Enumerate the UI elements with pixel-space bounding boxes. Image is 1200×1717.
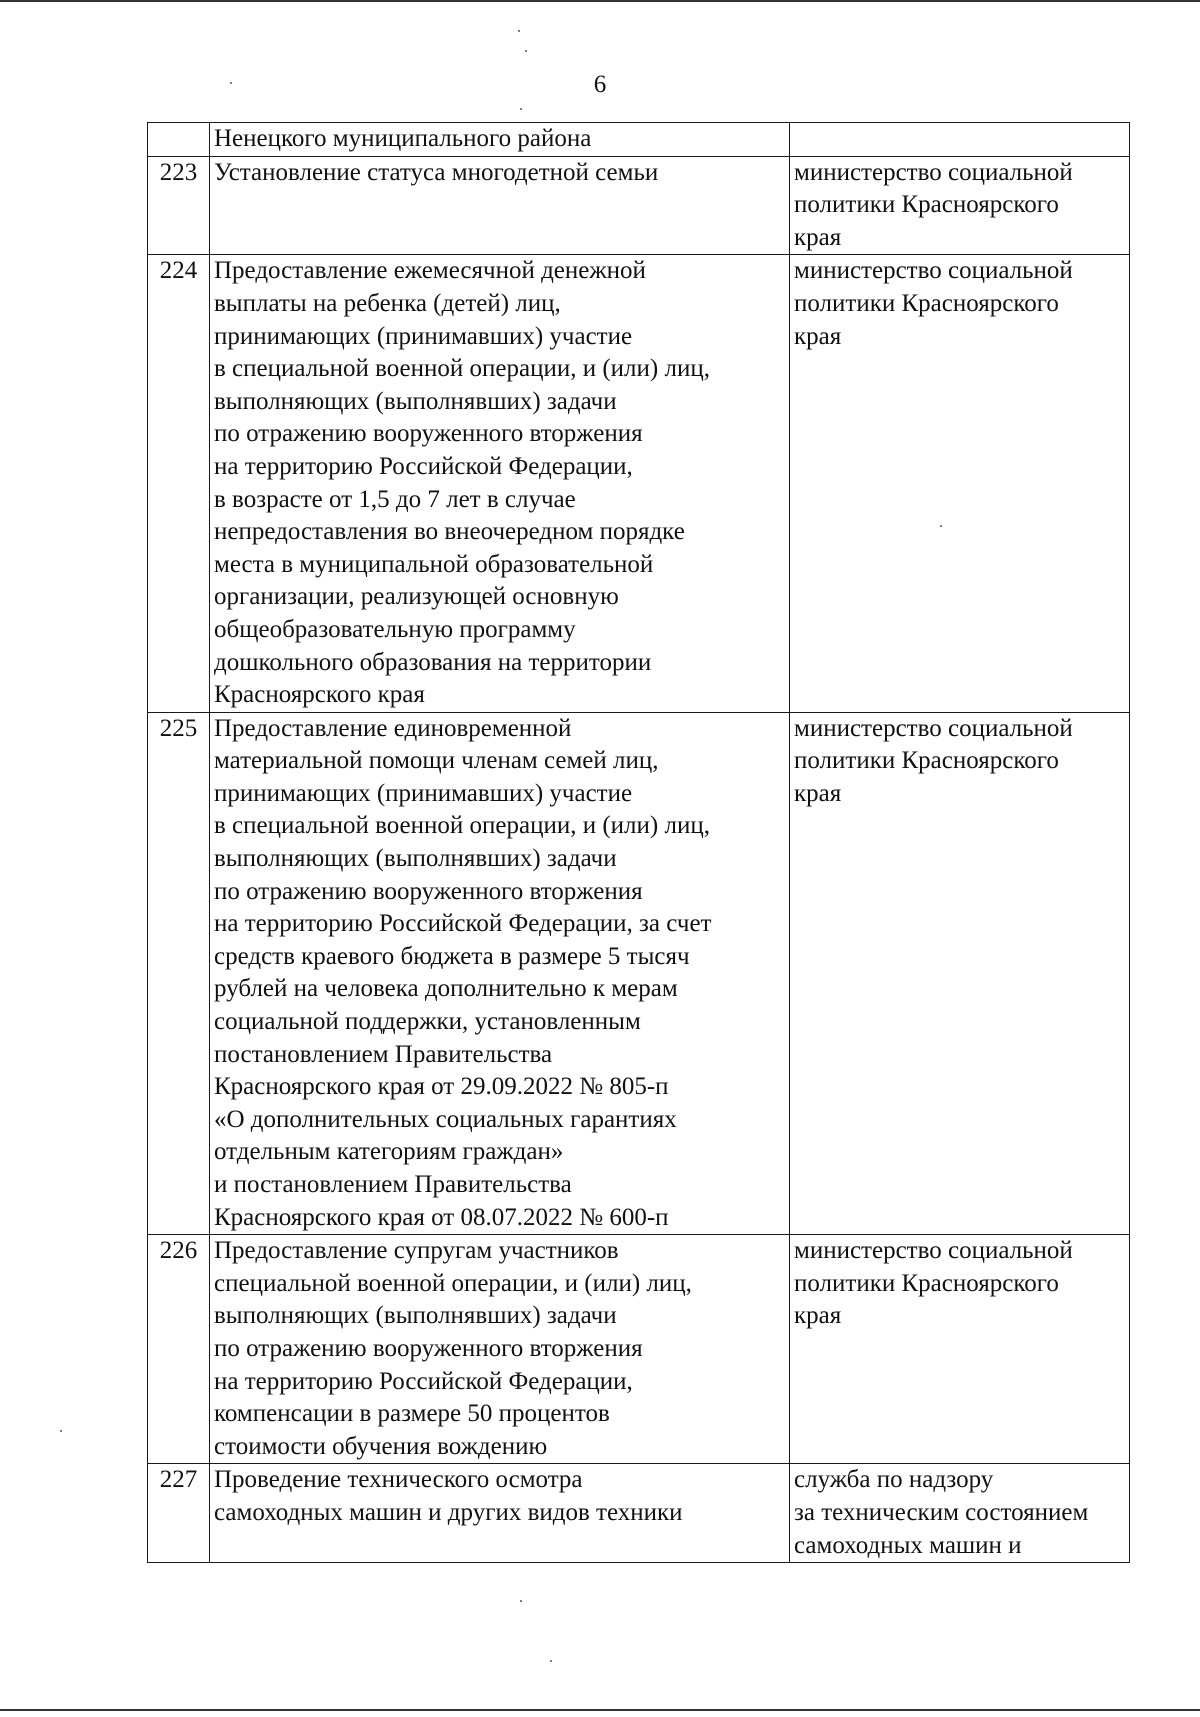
responsible-body-line: политики Красноярского	[794, 1269, 1059, 1297]
responsible-body-line: края	[794, 1302, 842, 1330]
service-name-line: Предоставление ежемесячной денежной	[214, 257, 646, 285]
service-name-line	[214, 1530, 785, 1563]
table-row	[148, 156, 1130, 255]
responsible-body-line: политики Красноярского	[794, 289, 1059, 317]
service-name-line: выполняющих (выполнявших) задачи	[214, 1302, 617, 1330]
services-table	[147, 122, 1130, 1563]
service-name-line: на территорию Российской Федерации, за счет	[214, 910, 712, 938]
row-number-cell	[148, 156, 210, 255]
service-name-line: выполняющих (выполнявших) задачи	[214, 387, 617, 415]
service-name-line: самоходных машин и других видов техники	[214, 1498, 683, 1526]
service-name-line: принимающих (принимавших) участие	[214, 779, 633, 807]
responsible-body-line: служба по надзору	[794, 1466, 994, 1494]
service-name-line: в специальной военной операции, и (или) лиц,	[214, 355, 710, 383]
responsible-body-line: края	[794, 779, 842, 807]
scan-speck	[520, 108, 522, 110]
service-name-line: места в муниципальной образовательной	[214, 550, 654, 578]
row-number-cell	[148, 1464, 210, 1563]
service-name-line: выполняющих (выполнявших) задачи	[214, 845, 617, 873]
row-number: 227	[159, 1466, 198, 1494]
table-row	[148, 1464, 1130, 1563]
page-number: 6	[593, 71, 607, 98]
service-name-line: по отражению вооруженного вторжения	[214, 877, 643, 905]
service-name-line: Ненецкого муниципального района	[214, 125, 592, 152]
service-name-line: постановлением Правительства	[214, 1040, 553, 1068]
row-number: 223	[159, 158, 198, 186]
service-name-line: непредоставления во внеочередном порядке	[214, 518, 685, 546]
service-name-line: в специальной военной операции, и (или) лиц,	[214, 812, 710, 840]
service-name-line: Проведение технического осмотра	[214, 1466, 583, 1494]
responsible-body-line	[794, 123, 1125, 156]
table-row	[148, 255, 1130, 712]
responsible-body-line: министерство социальной	[794, 714, 1073, 742]
responsible-body-line: министерство социальной	[794, 158, 1073, 186]
page-top-edge	[0, 0, 1200, 2]
service-name-line: организации, реализующей основную	[214, 583, 619, 611]
service-name-line: Предоставление единовременной	[214, 714, 572, 742]
row-number-cell	[148, 123, 210, 157]
service-name-line: специальной военной операции, и (или) лиц,	[214, 1269, 692, 1297]
service-name-line: Красноярского края от 08.07.2022 № 600-п	[214, 1203, 669, 1231]
service-name-line: в возрасте от 1,5 до 7 лет в случае	[214, 485, 576, 513]
service-name-line: общеобразовательную программу	[214, 615, 576, 643]
service-name-line: на территорию Российской Федерации,	[214, 1367, 633, 1395]
table-row	[148, 1235, 1130, 1464]
scan-speck	[940, 525, 942, 527]
service-name-line: по отражению вооруженного вторжения	[214, 1334, 643, 1362]
scan-speck	[518, 30, 520, 32]
responsible-body-cell	[790, 1464, 1130, 1563]
service-name-line: принимающих (принимавших) участие	[214, 322, 633, 350]
service-name-line: Установление статуса многодетной семьи	[214, 158, 659, 186]
responsible-body-cell	[790, 712, 1130, 1235]
page-bottom-edge	[0, 1709, 1200, 1711]
service-name-cell	[210, 1464, 790, 1563]
service-name-line: отдельным категориям граждан»	[214, 1138, 564, 1166]
responsible-body-line: политики Красноярского	[794, 747, 1059, 775]
responsible-body-cell	[790, 1235, 1130, 1464]
scan-speck	[520, 1600, 522, 1602]
service-name-line: Красноярского края от 29.09.2022 № 805-п	[214, 1073, 669, 1101]
service-name-line: компенсации в размере 50 процентов	[214, 1400, 610, 1428]
row-number-cell	[148, 1235, 210, 1464]
scan-speck	[550, 1660, 552, 1662]
service-name-line: дошкольного образования на территории	[214, 648, 652, 676]
responsible-body-cell	[790, 123, 1130, 157]
service-name-cell	[210, 156, 790, 255]
row-number: 226	[159, 1237, 198, 1265]
table-row	[148, 712, 1130, 1235]
responsible-body-line: политики Красноярского	[794, 191, 1059, 219]
responsible-body-cell	[790, 255, 1130, 712]
service-name-cell	[210, 712, 790, 1235]
service-name-line: Красноярского края	[214, 681, 425, 709]
service-name-line: выплаты на ребенка (детей) лиц,	[214, 289, 561, 317]
service-name-line: по отражению вооруженного вторжения	[214, 420, 643, 448]
service-name-cell	[210, 1235, 790, 1464]
responsible-body-line: края	[794, 322, 842, 350]
service-name-line: стоимости обучения вождению	[214, 1432, 548, 1460]
row-number: 225	[159, 714, 198, 742]
row-number: 224	[159, 257, 198, 285]
row-number	[152, 123, 205, 156]
table-row	[148, 123, 1130, 157]
responsible-body-line: министерство социальной	[794, 1237, 1073, 1265]
service-name-cell	[210, 255, 790, 712]
service-name-line: «О дополнительных социальных гарантиях	[214, 1105, 677, 1133]
service-name-line: на территорию Российской Федерации,	[214, 452, 633, 480]
responsible-body-line: самоходных машин и	[794, 1531, 1022, 1559]
responsible-body-line: министерство социальной	[794, 257, 1073, 285]
scan-speck	[60, 1430, 62, 1432]
scan-speck	[230, 82, 232, 84]
responsible-body-cell	[790, 156, 1130, 255]
service-name-cell	[210, 123, 790, 157]
service-name-line: социальной поддержки, установленным	[214, 1008, 641, 1036]
row-number-cell	[148, 255, 210, 712]
service-name-line: и постановлением Правительства	[214, 1171, 572, 1198]
service-name-line: Предоставление супругам участников	[214, 1237, 619, 1265]
responsible-body-line: за техническим состоянием	[794, 1498, 1089, 1526]
service-name-line: рублей на человека дополнительно к мерам	[214, 975, 678, 1003]
responsible-body-line: края	[794, 223, 842, 251]
service-name-line: материальной помощи членам семей лиц,	[214, 747, 659, 775]
row-number-cell	[148, 712, 210, 1235]
service-name-line: средств краевого бюджета в размере 5 тысяч	[214, 942, 690, 970]
scan-speck	[525, 50, 527, 52]
